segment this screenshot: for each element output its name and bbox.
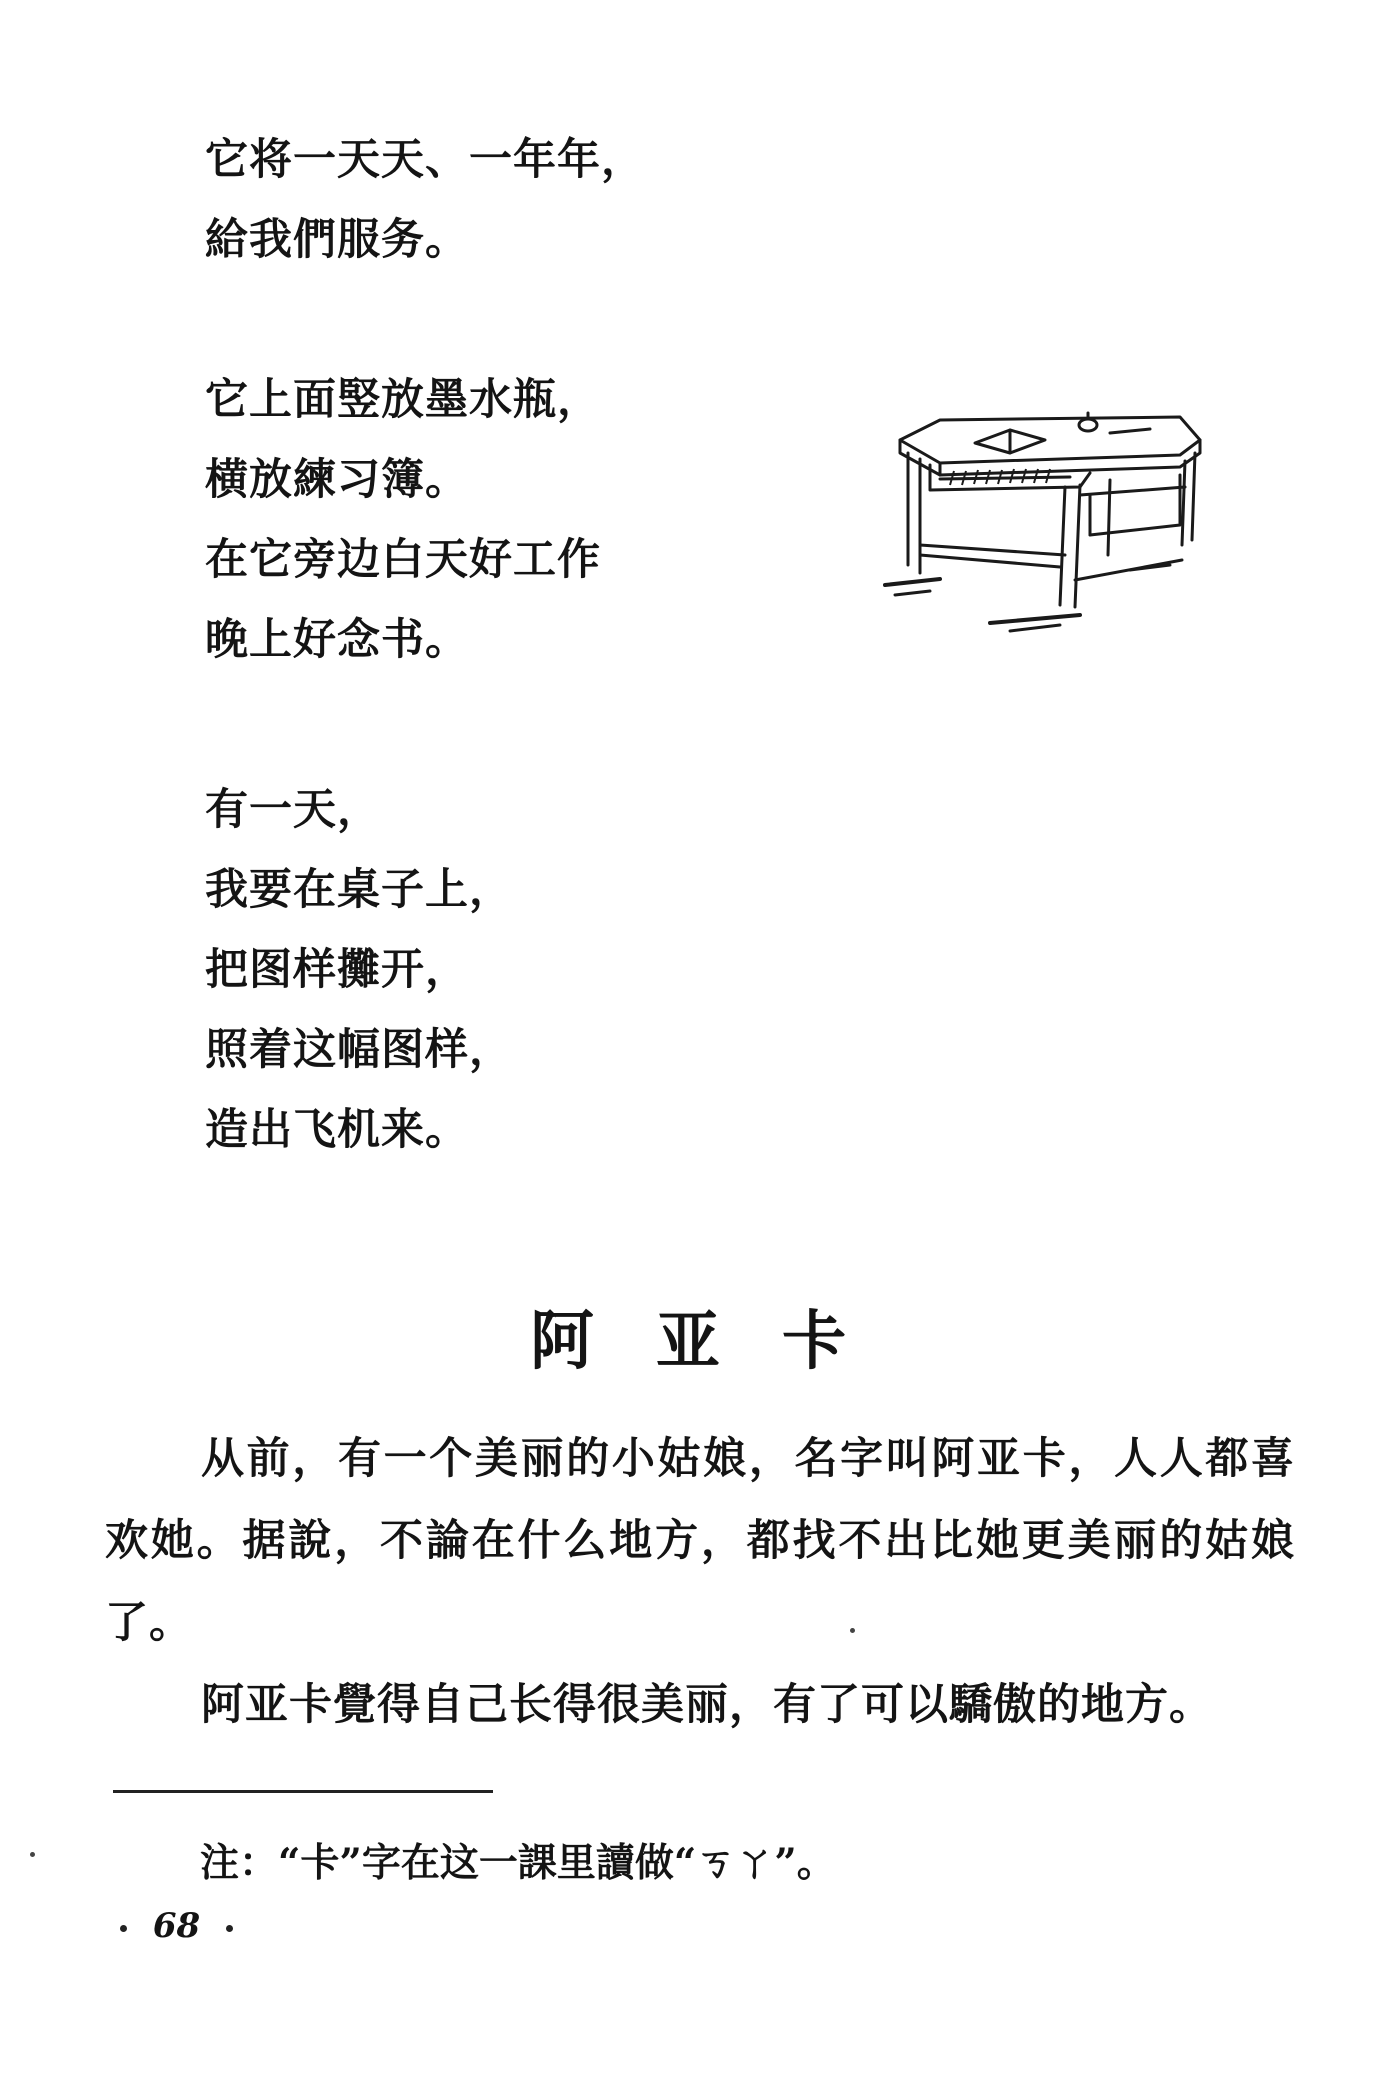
print-speck: [850, 1628, 855, 1633]
poem-line: 在它旁边白天好工作: [205, 535, 601, 585]
poem-line: 把图样攤开，: [205, 945, 469, 995]
poem-line: 晚上好念书。: [205, 615, 469, 665]
poem-stanza-2: [205, 360, 601, 680]
poem-line: 造出飞机来。: [205, 1105, 469, 1155]
bullet-dot-icon: [120, 1925, 127, 1932]
page-number-block: [120, 1906, 233, 1946]
page-number: 68: [152, 1906, 201, 1946]
poem-line: 横放練习簿。: [205, 455, 469, 505]
lesson-paragraph: 从前，有一个美丽的小姑娘，名字叫阿亚卡，人人都喜欢她。据說，不論在什么地方，都找不出比她更美丽的姑娘了。: [105, 1434, 1295, 1648]
lesson-paragraph: 阿亚卡覺得自己长得很美丽，有了可以驕傲的地方。: [201, 1680, 1213, 1730]
poem-line: 照着这幅图样，: [205, 1025, 513, 1075]
poem-line: 它将一天天、一年年，: [205, 135, 645, 185]
poem-line: 它上面竪放墨水瓶，: [205, 375, 601, 425]
lesson-title: 阿亚卡: [530, 1304, 908, 1379]
bullet-dot-icon: [226, 1925, 233, 1932]
poem-line: 我要在桌子上，: [205, 865, 513, 915]
poem-stanza-3: [205, 770, 513, 1170]
poem-line: 有一天，: [205, 785, 381, 835]
poem-stanza-1: [205, 120, 645, 280]
footnote: 注：“卡”字在这一課里讀做“ㄎㄚ”。: [200, 1840, 836, 1886]
print-speck: [30, 1852, 35, 1857]
footnote-divider: [113, 1790, 493, 1793]
desk-illustration: [880, 395, 1220, 635]
poem-line: 給我們服务。: [205, 215, 469, 265]
